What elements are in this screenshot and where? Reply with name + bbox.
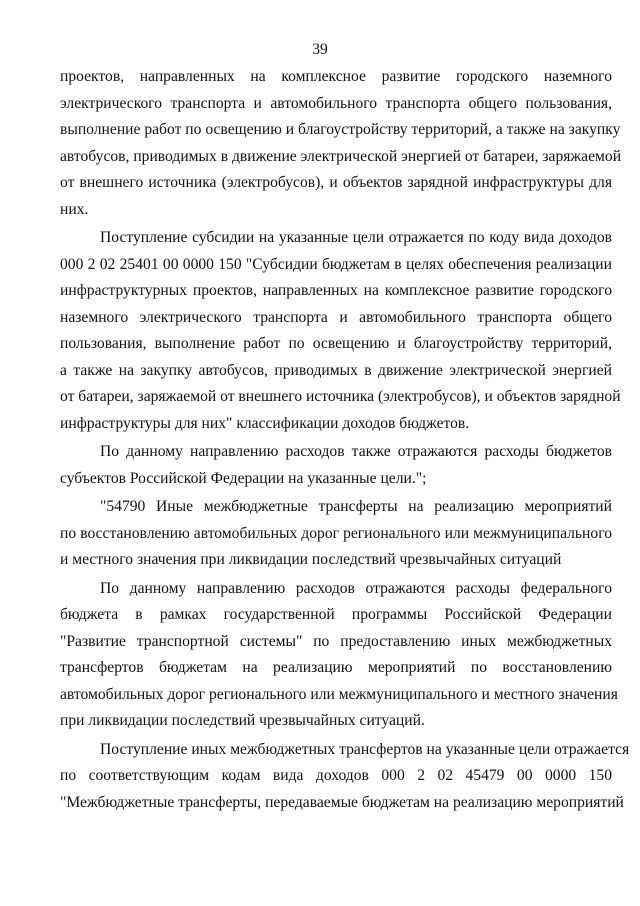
paragraph: [60, 64, 622, 223]
page-number: 39: [312, 41, 328, 58]
text-line: а также на закупку автобусов, приводимых в движение электрической энергией: [60, 361, 612, 379]
text-line: По данному направлению расходов отражаются расходы федерального: [100, 579, 612, 597]
text-line: проектов, направленных на комплексное развитие городского наземного: [60, 68, 612, 85]
text-line: выполнение работ по освещению и благоустройству территорий, а также на закупку: [60, 121, 621, 138]
text-line: субъектов Российской Федерации на указанные цели.";: [60, 469, 427, 487]
paragraph: [60, 737, 630, 817]
text-line: "Межбюджетные трансферты, передаваемые бюджетам на реализацию мероприятий: [60, 793, 624, 811]
paragraph: [60, 576, 618, 735]
text-line: По данному направлению расходов также отражаются расходы бюджетов: [100, 443, 612, 460]
text-line: 000 2 02 25401 00 0000 150 "Субсидии бюджетам в целях обеспечения реализации: [60, 255, 612, 273]
text-line: инфраструктурных проектов, направленных на комплексное развитие городского: [60, 282, 612, 299]
text-line: них.: [60, 200, 89, 218]
text-line: "54790 Иные межбюджетные трансферты на реализацию мероприятий: [100, 498, 612, 515]
text-line: наземного электрического транспорта и автомобильного транспорта общего: [60, 308, 612, 326]
paragraph: [60, 225, 621, 437]
text-line: по восстановлению автомобильных дорог регионального или межмуниципального: [60, 524, 612, 542]
text-line: трансфертов бюджетам на реализацию мероприятий по восстановлению: [60, 659, 612, 676]
text-line: от батареи, заряжаемой от внешнего источника (электробусов), и объектов зарядной: [60, 388, 621, 405]
text-line: от внешнего источника (электробусов), и объектов зарядной инфраструктуры для: [60, 174, 612, 191]
text-line: Поступление иных межбюджетных трансфертов на указанные цели отражается: [100, 740, 630, 758]
paragraph: [60, 439, 612, 492]
text-line: автомобильных дорог регионального или межмуниципального и местного значения: [60, 685, 618, 703]
document-body: [60, 64, 630, 818]
text-line: при ликвидации последствий чрезвычайных ситуаций.: [60, 712, 425, 729]
text-line: и местного значения при ликвидации последствий чрезвычайных ситуаций: [60, 551, 562, 568]
text-line: по соответствующим кодам вида доходов 000 2 02 45479 00 0000 150: [60, 767, 612, 784]
text-line: "Развитие транспортной системы" по предоставлению иных межбюджетных: [60, 632, 612, 650]
text-line: автобусов, приводимых в движение электрической энергией от батареи, заряжаемой: [60, 147, 622, 165]
text-line: Поступление субсидии на указанные цели отражается по коду вида доходов: [100, 229, 612, 246]
paragraph: [60, 494, 612, 574]
text-line: электрического транспорта и автомобильного транспорта общего пользования,: [60, 94, 612, 112]
text-line: инфраструктуры для них" классификации доходов бюджетов.: [60, 414, 470, 432]
text-line: бюджета в рамках государственной программы Российской Федерации: [60, 606, 612, 623]
text-line: пользования, выполнение работ по освещению и благоустройству территорий,: [60, 335, 612, 352]
